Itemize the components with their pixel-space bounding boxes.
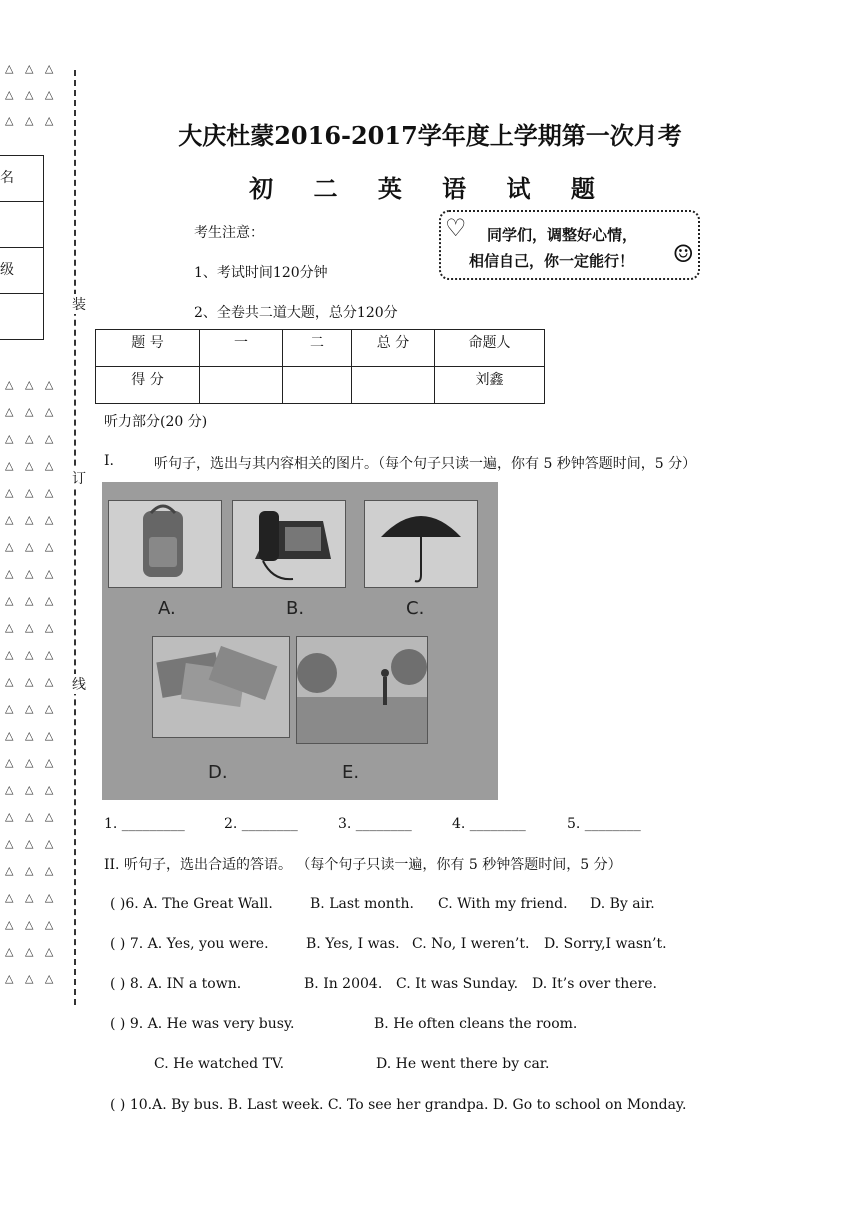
bubble-line-1: 同学们，调整好心情， (487, 226, 638, 244)
margin-triangles: △ △ △ (5, 756, 58, 769)
margin-triangles: △ △ △ (5, 864, 58, 877)
score-table (95, 329, 545, 404)
bubble-line-2: 相信自己，你一定能行！ (469, 252, 635, 270)
option-b: B. Yes, I was. (306, 936, 400, 952)
side-label (0, 202, 43, 248)
margin-triangles: △ △ △ (5, 432, 58, 445)
note-item: 1、考试时间120分钟 (194, 265, 328, 281)
answer-blank[interactable]: 5. ________ (567, 816, 641, 832)
question-stem[interactable]: ( ) 10.A. By bus. B. Last week. C. To see her grandpa. D. Go to school on Monday. (110, 1097, 687, 1113)
margin-triangles: △ △ △ (5, 594, 58, 607)
margin-triangles: △ △ △ (5, 648, 58, 661)
section1-instruction: 听句子，选出与其内容相关的图片。（每个句子只读一遍，你有 5 秒钟答题时间，5 分） (154, 456, 697, 472)
answer-blank[interactable]: 1. _________ (104, 816, 185, 832)
banknotes-icon (153, 637, 289, 737)
encouragement-bubble (439, 210, 700, 280)
table-cell: 得 分 (96, 367, 200, 404)
margin-triangles: △ △ △ (5, 918, 58, 931)
option-c: C. With my friend. (438, 896, 568, 912)
option-c: C. No, I weren’t. (412, 936, 530, 952)
answer-blank[interactable]: 2. ________ (224, 816, 298, 832)
side-label (0, 294, 43, 339)
table-cell: 命题人 (435, 330, 545, 367)
telephone-icon (233, 501, 345, 587)
option-b: B. In 2004. (304, 976, 383, 992)
golf-course-icon (297, 637, 427, 743)
section2-instruction: II. 听句子，选出合适的答语。 （每个句子只读一遍，你有 5 秒钟答题时间，5 分） (104, 857, 622, 873)
exam-title: 大庆杜蒙2016-2017学年度上学期第一次月考 (178, 121, 682, 150)
score-table-row (96, 367, 545, 404)
margin-triangles: △ △ △ (5, 114, 58, 127)
backpack-icon (109, 501, 221, 587)
option-d: D. He went there by car. (376, 1056, 550, 1072)
question-stem[interactable]: ( ) 7. A. Yes, you were. (110, 936, 269, 952)
margin-triangles: △ △ △ (5, 621, 58, 634)
margin-triangles: △ △ △ (5, 972, 58, 985)
table-cell: 刘鑫 (435, 367, 545, 404)
margin-triangles: △ △ △ (5, 459, 58, 472)
listening-heading: 听力部分(20 分) (104, 414, 208, 430)
picture-label: C. (406, 598, 425, 619)
margin-triangles: △ △ △ (5, 837, 58, 850)
table-cell: 题 号 (96, 330, 200, 367)
picture-d (152, 636, 290, 738)
section1-number: I. (104, 453, 114, 469)
binding-char: 线 (72, 674, 86, 694)
question-stem[interactable]: ( ) 8. A. IN a town. (110, 976, 242, 992)
option-b: B. Last month. (310, 896, 414, 912)
score-table-header (96, 330, 545, 367)
margin-triangles: △ △ △ (5, 405, 58, 418)
umbrella-icon (365, 501, 477, 587)
table-cell: 一 (200, 330, 283, 367)
side-label: 级 (0, 248, 43, 294)
listening-picture-panel (102, 482, 498, 800)
binding-char: 装 (72, 294, 86, 314)
option-d: D. By air. (590, 896, 655, 912)
score-input-cell[interactable] (352, 367, 435, 404)
score-input-cell[interactable] (200, 367, 283, 404)
picture-e (296, 636, 428, 744)
question-stem[interactable]: ( )6. A. The Great Wall. (110, 896, 273, 912)
option-d: D. Sorry,I wasn’t. (544, 936, 667, 952)
picture-c (364, 500, 478, 588)
note-item: 2、全卷共二道大题，总分120分 (194, 305, 398, 321)
margin-triangles: △ △ △ (5, 891, 58, 904)
score-input-cell[interactable] (283, 367, 352, 404)
answer-blank[interactable]: 3. ________ (338, 816, 412, 832)
margin-triangles: △ △ △ (5, 783, 58, 796)
exam-subtitle: 初 二 英 语 试 题 (249, 174, 611, 203)
option-c: C. He watched TV. (154, 1056, 285, 1072)
side-label: 名 (0, 156, 43, 202)
margin-triangles: △ △ △ (5, 729, 58, 742)
notes-heading: 考生注意： (194, 225, 264, 241)
answer-blank[interactable]: 4. ________ (452, 816, 526, 832)
binding-line (74, 70, 76, 1005)
margin-triangles: △ △ △ (5, 567, 58, 580)
margin-triangles: △ △ △ (5, 486, 58, 499)
picture-label: D. (208, 762, 228, 783)
margin-triangles: △ △ △ (5, 702, 58, 715)
picture-a (108, 500, 222, 588)
smile-icon: ☺ (672, 240, 694, 268)
picture-label: E. (342, 762, 360, 783)
option-b: B. He often cleans the room. (374, 1016, 578, 1032)
picture-label: A. (158, 598, 176, 619)
table-cell: 二 (283, 330, 352, 367)
option-c: C. It was Sunday. (396, 976, 519, 992)
margin-triangles: △ △ △ (5, 675, 58, 688)
margin-triangles: △ △ △ (5, 513, 58, 526)
table-cell: 总 分 (352, 330, 435, 367)
question-stem[interactable]: ( ) 9. A. He was very busy. (110, 1016, 295, 1032)
margin-triangles: △ △ △ (5, 945, 58, 958)
heart-icon: ♡ (445, 214, 467, 242)
option-d: D. It’s over there. (532, 976, 657, 992)
margin-triangles: △ △ △ (5, 378, 58, 391)
margin-triangles: △ △ △ (5, 810, 58, 823)
margin-triangles: △ △ △ (5, 540, 58, 553)
picture-label: B. (286, 598, 305, 619)
picture-b (232, 500, 346, 588)
margin-triangles: △ △ △ (5, 62, 58, 75)
margin-triangles: △ △ △ (5, 88, 58, 101)
binding-char: 订 (72, 468, 86, 488)
